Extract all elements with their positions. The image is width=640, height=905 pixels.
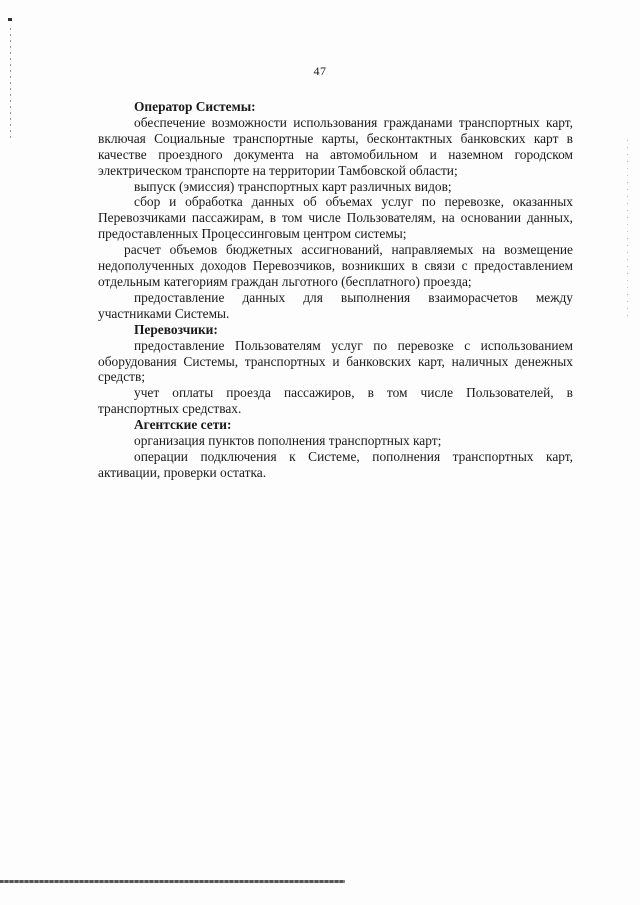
- scan-artifact-bottom: [0, 880, 345, 883]
- section-heading-agents: Агентские сети:: [134, 417, 232, 433]
- paragraph: обеспечение возможности использования гражданами транспортных карт, включая Социальные транспортные карты, бесконтактных банковских карт в качестве проездного документа на автомобильном и наземном городском электрическом транспорте на территории Тамбовской области;: [98, 114, 573, 178]
- section-heading-carriers: Перевозчики:: [134, 321, 218, 337]
- paragraph: операции подключения к Системе, пополнения транспортных карт, активации, проверки остатка.: [98, 448, 573, 480]
- paragraph: расчет объемов бюджетных ассигнований, направляемых на возмещение недополученных доходов Перевозчиков, возникших в связи с предоставлением отдельным категориям граждан льготного (бесплатного) проезда;: [98, 242, 573, 289]
- scan-artifact-left: [10, 28, 11, 138]
- paragraph: учет оплаты проезда пассажиров, в том числе Пользователей, в транспортных средствах.: [98, 385, 573, 417]
- paragraph: организация пунктов пополнения транспортных карт;: [134, 433, 442, 449]
- paragraph: предоставление данных для выполнения взаиморасчетов между участниками Системы.: [98, 289, 573, 321]
- paragraph: выпуск (эмиссия) транспортных карт различных видов;: [134, 178, 452, 194]
- scan-artifact-right: [627, 140, 628, 320]
- document-body: [98, 99, 573, 481]
- section-heading-operator: Оператор Системы:: [134, 99, 256, 114]
- scan-mark: [8, 18, 12, 21]
- paragraph: сбор и обработка данных об объемах услуг по перевозке, оказанных Перевозчиками пассажирам, в том числе Пользователям, на основании данных, предоставленных Процессинговым центром системы;: [98, 194, 573, 242]
- page-number: 47: [313, 64, 327, 78]
- paragraph: предоставление Пользователям услуг по перевозке с использованием оборудования Системы, транспортных и банковских карт, наличных денежных средств;: [98, 337, 573, 385]
